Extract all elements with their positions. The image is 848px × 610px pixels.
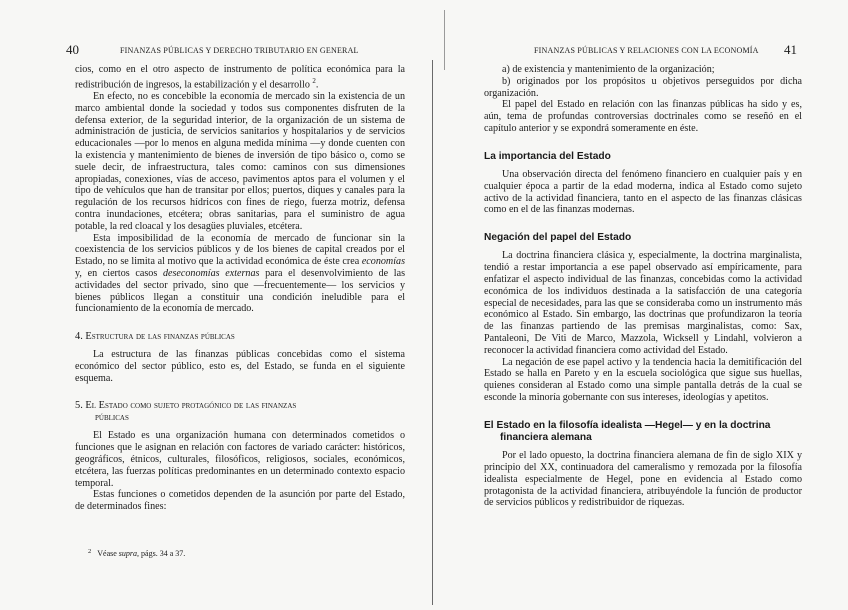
section-heading-5-cont: públicas [95, 412, 129, 424]
paragraph: cios, como en el otro aspecto de instrumento de política económica para la redistribución de ingresos, la estabilización y el desarrollo $^2$. [75, 64, 405, 91]
paragraph: Por el lado opuesto, la doctrina financiera alemana de fin de siglo XIX y principio del XX, continuadora del cameralismo y remozada por la filosofía idealista especialmente de Hegel, pone en evidencia al Estado como protagonista de la actividad financiera, atribuyéndole la función de productor de servicios públicos y redistribuidor de riquezas. [484, 450, 802, 509]
paragraph: Estas funciones o cometidos dependen de la asunción por parte del Estado, de determinados fines: [75, 489, 405, 513]
subheading: El Estado en la filosofía idealista —Hegel— y en la doctrina [484, 419, 771, 431]
subheading: La importancia del Estado [484, 150, 611, 162]
section-heading-4: 4. Estructura de las finanzas públicas [75, 331, 235, 343]
left-text-column [75, 64, 405, 513]
paragraph: En efecto, no es concebible la economía de mercado sin la existencia de un marco ambiental donde la sociedad y todos sus componentes disfruten de la defensa exterior, de la seguridad interior, de la organización de un sistema de administración de justicia, de servicios sanitarios y hospitalarios y de servicios educacionales —por lo menos en alguna medida mínima —y donde cuenten con la existencia y mantenimiento de bienes de inversión de tipo básico o, como se suele decir, de infraestructura, tales como: caminos con sus dimensiones apropiadas, conexiones, vías de acceso, pavimentos aptos para el volumen y el tipo de vehículos que han de transitar por ellos; puertos, diques y canales para la regulación de los recursos hídricos con fines de riego, fuerza motriz, defensa contra inundaciones, etcétera; obras sanitarias, para el suministro de agua potable, la red cloacal y los desagües pluviales, etcétera. [75, 90, 405, 232]
paragraph: Esta imposibilidad de la economía de mercado de funcionar sin la coexistencia de los servicios públicos y de los bienes de capital creados por el Estado, no se limita al motivo que la actividad económica de éste crea economías y, en ciertos casos deseconomías externas para el desenvolvimiento de las actividades del sector privado, sino que —frecuentemente— los servicios y bienes públicos llegan a constituir una condición ineludible para el funcionamiento de la economía de mercado. [75, 232, 405, 315]
subheading-cont: financiera alemana [500, 431, 592, 443]
paragraph: La doctrina financiera clásica y, especialmente, la doctrina marginalista, tendió a restar importancia a ese papel observado así empíricamente, para enfatizar el aspecto individual de las finanzas, concebidas como la actividad económica de los individuos destinada a la satisfacción de una categoría especial de necesidades, para las que se consideraba como un instrumento más económico al Estado. Sin embargo, las doctrinas que profundizaron la teoría de las finanzas partiendo de las premisas marginalistas, como: Sax, Pantaleoni, De Viti de Marco, Mazzola, Wicksell y Lindahl, volvieron a reconocer la actividad financiera como actividad del Estado. [484, 250, 802, 356]
paragraph: El papel del Estado en relación con las finanzas públicas ha sido y es, aún, tema de profundas controversias doctrinales como se reseñó en el capítulo anterior y se expondrá someramente en éste. [484, 99, 802, 134]
right-text-column [484, 64, 802, 509]
paragraph: Una observación directa del fenómeno financiero en cualquier país y en cualquier época a partir de la edad moderna, indica al Estado como sujeto activo de la actividad financiera, tanto en el aspecto de las finanzas clásicas como en el de las finanzas modernas. [484, 168, 802, 216]
list-item: a) de existencia y mantenimiento de la organización; [502, 64, 715, 75]
page-number: 41 [784, 42, 797, 57]
running-header: FINANZAS PÚBLICAS Y DERECHO TRIBUTARIO EN GENERAL [120, 46, 359, 55]
footnote: $^2$ Véase supra, págs. 34 a 37. [88, 548, 186, 558]
running-header: FINANZAS PÚBLICAS Y RELACIONES CON LA ECONOMÍA [534, 46, 759, 55]
section-heading-5: 5. El Estado como sujeto protagónico de las finanzas [75, 400, 297, 412]
paragraph: El Estado es una organización humana con determinados cometidos o funciones que le asignan en relación con factores de variado carácter: históricos, geográficos, étnicos, culturales, filosóficos, religiosos, sociales, económicos, etcétera, las fuerzas políticas predominantes en un determinado contexto espacio temporal. [75, 430, 405, 489]
paragraph: La negación de ese papel activo y la tendencia hacia la demitificación del Estado se halla en Pareto y en la escuela sociológica que sigue sus huellas, quienes consideran al Estado como una simple pantalla detrás de la cual se esconde la minoría gobernante con sus intereses, ideologías y apetitos. [484, 356, 802, 403]
right-page [424, 0, 848, 610]
paragraph: La estructura de las finanzas públicas concebidas como el sistema económico del sector público, esto es, del Estado, se funda en el siguiente esquema. [75, 349, 405, 384]
list-item: b) originados por los propósitos u objetivos perseguidos por dicha organización. [484, 75, 802, 99]
subheading: Negación del papel del Estado [484, 232, 632, 244]
page-number: 40 [66, 42, 79, 57]
